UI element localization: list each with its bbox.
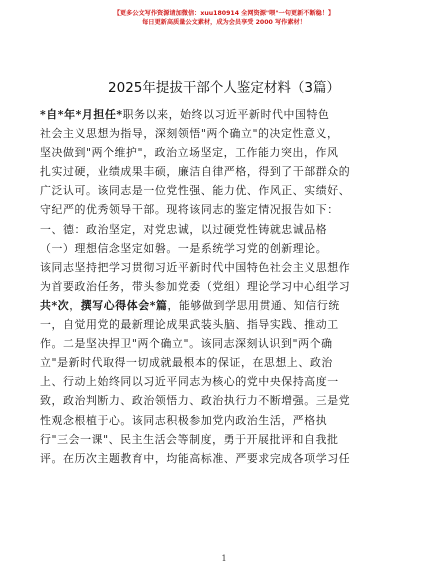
body-line — [40, 200, 414, 219]
text-segment: 一，自觉用党的最新理论成果武装头脑、指导实践、推动工 — [40, 318, 339, 332]
bold-text-segment: 撰写心得体会*篇 — [80, 298, 168, 312]
body-line — [40, 449, 414, 468]
text-segment: 社会主义思想为指导，深刻领悟"两个确立"的决定性意义， — [40, 127, 339, 141]
promo-banner-line-2: 每日更新高质量公文素材，成为会员享受 2000 写作素材！ — [142, 19, 306, 26]
text-segment: 立"是新时代取得一切成就最根本的保证，在思想上、政治 — [40, 356, 333, 370]
body-line — [40, 105, 414, 124]
body-line — [40, 258, 414, 277]
text-segment: 一、德：政治坚定，对党忠诚，以过硬党性铸就忠诚品格 — [40, 222, 328, 236]
text-segment: 性观念根植于心。该同志积极参加党内政治生活，严格执 — [40, 413, 328, 427]
promo-banner — [0, 9, 448, 27]
body-line — [40, 220, 414, 239]
body-line — [40, 277, 414, 296]
text-segment: 作。二是坚决捍卫"两个确立"。该同志深刻认识到"两个确 — [40, 337, 333, 351]
text-segment: （一）理想信念坚定如磐。一是系统学习党的创新理论。 — [40, 241, 328, 255]
text-segment: 扎实过硬，业绩成果丰硕，廉洁自律严格，得到了干部群众的 — [40, 165, 351, 179]
body-line — [40, 353, 414, 372]
bold-text-segment: *自*年*月担任* — [40, 108, 123, 121]
body-line — [40, 430, 414, 449]
text-segment: 为首要政治任务，带头参加党委（党组）理论学习中心组学习 — [40, 279, 351, 293]
body-line — [40, 181, 414, 200]
body-line — [40, 162, 414, 181]
body-line — [40, 296, 414, 315]
body-line — [40, 143, 414, 162]
body-line — [40, 411, 414, 430]
body-line — [40, 372, 414, 391]
body-line — [40, 239, 414, 258]
text-segment: 广泛认可。该同志是一位党性强、能力优、作风正、实绩好、 — [40, 184, 351, 198]
text-segment: 该同志坚持把学习贯彻习近平新时代中国特色社会主义思想作 — [40, 260, 351, 274]
document-body — [40, 105, 414, 468]
text-segment: 致，政治判断力、政治领悟力、政治执行力不断增强。三是党 — [40, 394, 351, 408]
text-segment: 守纪严的优秀领导干部。现将该同志的鉴定情况报告如下： — [40, 203, 339, 217]
body-line — [40, 124, 414, 143]
document-title: 2025年提拔干部个人鉴定材料（3篇） — [108, 80, 340, 96]
page-number: 1 — [221, 554, 227, 563]
body-line — [40, 334, 414, 353]
text-segment: 职务以来，始终以习近平新时代中国特色 — [122, 108, 330, 121]
body-line — [40, 315, 414, 334]
promo-banner-line-1: 【更多公文写作资源请加微信：xuu180914 全网资源"喂"一句更新不断稳！】 — [113, 10, 335, 17]
text-segment: 评。在历次主题教育中，均能高标准、严要求完成各项学习任 — [40, 451, 351, 465]
text-segment: ， — [69, 298, 81, 312]
bold-text-segment: 共*次 — [40, 298, 70, 312]
text-segment: ，能够做到学思用贯通、知信行统 — [167, 298, 340, 312]
text-segment: 坚决做到"两个维护"，政治立场坚定，工作能力突出，作风 — [40, 146, 339, 160]
body-line — [40, 391, 414, 410]
text-segment: 上、行动上始终同以习近平同志为核心的党中央保持高度一 — [40, 375, 339, 389]
text-segment: 行"三会一课"、民主生活会等制度，勇于开展批评和自我批 — [40, 432, 339, 446]
